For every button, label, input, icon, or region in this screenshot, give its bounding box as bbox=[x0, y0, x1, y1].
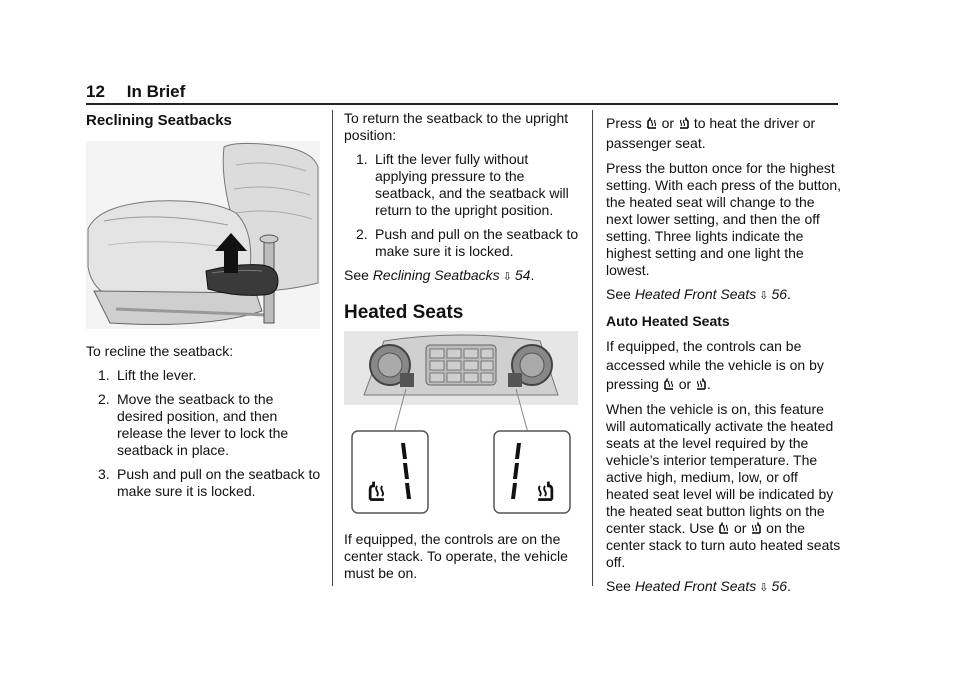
step-text: Push and pull on the seatback to make sure it is locked. bbox=[117, 466, 321, 499]
auto-access-paragraph bbox=[606, 337, 842, 394]
step-text: Push and pull on the seatback to make sure it is locked. bbox=[375, 226, 579, 259]
column-3 bbox=[606, 113, 842, 597]
press-paragraph bbox=[606, 113, 842, 153]
recline-steps bbox=[86, 367, 322, 500]
page-ref-number: 56 bbox=[771, 578, 788, 594]
list-item bbox=[344, 226, 580, 260]
settings-paragraph: Press the button once for the highest setting. With each press of the button, the heated seat will change to the next lower setting, and then the off setting. Three lights indicate the highest setting and one light the lowest. bbox=[606, 160, 842, 278]
heated-seat-right-icon bbox=[678, 116, 690, 130]
heated-seat-left-icon bbox=[663, 377, 675, 391]
recline-intro: To recline the seatback: bbox=[86, 343, 234, 359]
step-number: 3. bbox=[98, 466, 110, 482]
cross-reference-link[interactable]: Heated Front Seats bbox=[634, 578, 757, 594]
list-item bbox=[86, 391, 322, 459]
text-run: When the vehicle is on, this feature will automatically activate the heated seats at the level required by the vehicle’s interior temperature. The active high, medium, low, or off heated seat level will be indicated by the heated seat button lights on the center stack. Use bbox=[606, 401, 834, 536]
reclining-seatbacks-heading: Reclining Seatbacks bbox=[86, 112, 232, 129]
see-reference-1: See Heated Front Seats ⇩ 56. bbox=[606, 286, 791, 302]
text-run: or bbox=[733, 520, 747, 536]
step-number: 1. bbox=[98, 367, 110, 383]
see-reference: See Reclining Seatbacks ⇩ 54. bbox=[344, 267, 535, 283]
heated-seat-left-icon bbox=[718, 521, 730, 535]
text-run: If equipped, the controls can be accessed while the vehicle is on by pressing bbox=[606, 338, 824, 392]
page-ref-icon: ⇩ bbox=[502, 271, 512, 283]
text-run: or bbox=[661, 115, 675, 131]
see-prefix: See bbox=[606, 578, 631, 594]
heated-seat-controls-illustration bbox=[344, 331, 578, 519]
list-item bbox=[86, 466, 322, 500]
column-2 bbox=[344, 110, 580, 582]
column-divider-2 bbox=[592, 110, 593, 586]
header-rule bbox=[86, 103, 838, 105]
heated-seat-right-icon bbox=[750, 521, 762, 535]
step-text: Move the seatback to the desired position, and then release the lever to lock the seatback in place. bbox=[117, 391, 289, 458]
heated-seat-right-icon bbox=[695, 377, 707, 391]
heated-seats-heading: Heated Seats bbox=[344, 302, 464, 323]
page-number: 12 bbox=[86, 82, 105, 101]
step-number: 1. bbox=[356, 151, 368, 167]
page-ref-number: 54 bbox=[514, 267, 531, 283]
text-run: . bbox=[707, 376, 711, 392]
see-prefix: See bbox=[606, 286, 631, 302]
see-reference-2: See Heated Front Seats ⇩ 56. bbox=[606, 578, 791, 594]
step-number: 2. bbox=[98, 391, 110, 407]
column-divider-1 bbox=[332, 110, 333, 586]
page-ref-icon: ⇩ bbox=[759, 582, 769, 594]
upright-intro: To return the seatback to the upright position: bbox=[344, 110, 569, 143]
heated-seat-left-icon bbox=[646, 116, 658, 130]
cross-reference-link[interactable]: Heated Front Seats bbox=[634, 286, 757, 302]
list-item bbox=[86, 367, 322, 384]
column-1 bbox=[86, 110, 322, 500]
text-run: on the center stack to turn auto heated seats off. bbox=[606, 520, 841, 570]
text-run: or bbox=[678, 376, 692, 392]
step-number: 2. bbox=[356, 226, 368, 242]
list-item bbox=[344, 151, 580, 219]
heated-seats-caption: If equipped, the controls are on the center stack. To operate, the vehicle must be on. bbox=[344, 531, 568, 581]
section-title: In Brief bbox=[126, 82, 186, 101]
page-header bbox=[86, 82, 185, 102]
step-text: Lift the lever. bbox=[117, 367, 197, 383]
step-text: Lift the lever fully without applying pressure to the seatback, and the seatback will return to the upright position. bbox=[375, 151, 569, 218]
text-run: to heat the driver or passenger seat. bbox=[606, 115, 816, 151]
auto-heated-seats-heading: Auto Heated Seats bbox=[606, 313, 730, 329]
cross-reference-link[interactable]: Reclining Seatbacks bbox=[372, 267, 500, 283]
page-ref-icon: ⇩ bbox=[759, 290, 769, 302]
seat-lever-illustration bbox=[86, 141, 320, 329]
text-run: Press bbox=[606, 115, 642, 131]
auto-feature-paragraph bbox=[606, 401, 842, 571]
upright-steps bbox=[344, 151, 580, 260]
see-prefix: See bbox=[344, 267, 369, 283]
page-ref-number: 56 bbox=[771, 286, 788, 302]
